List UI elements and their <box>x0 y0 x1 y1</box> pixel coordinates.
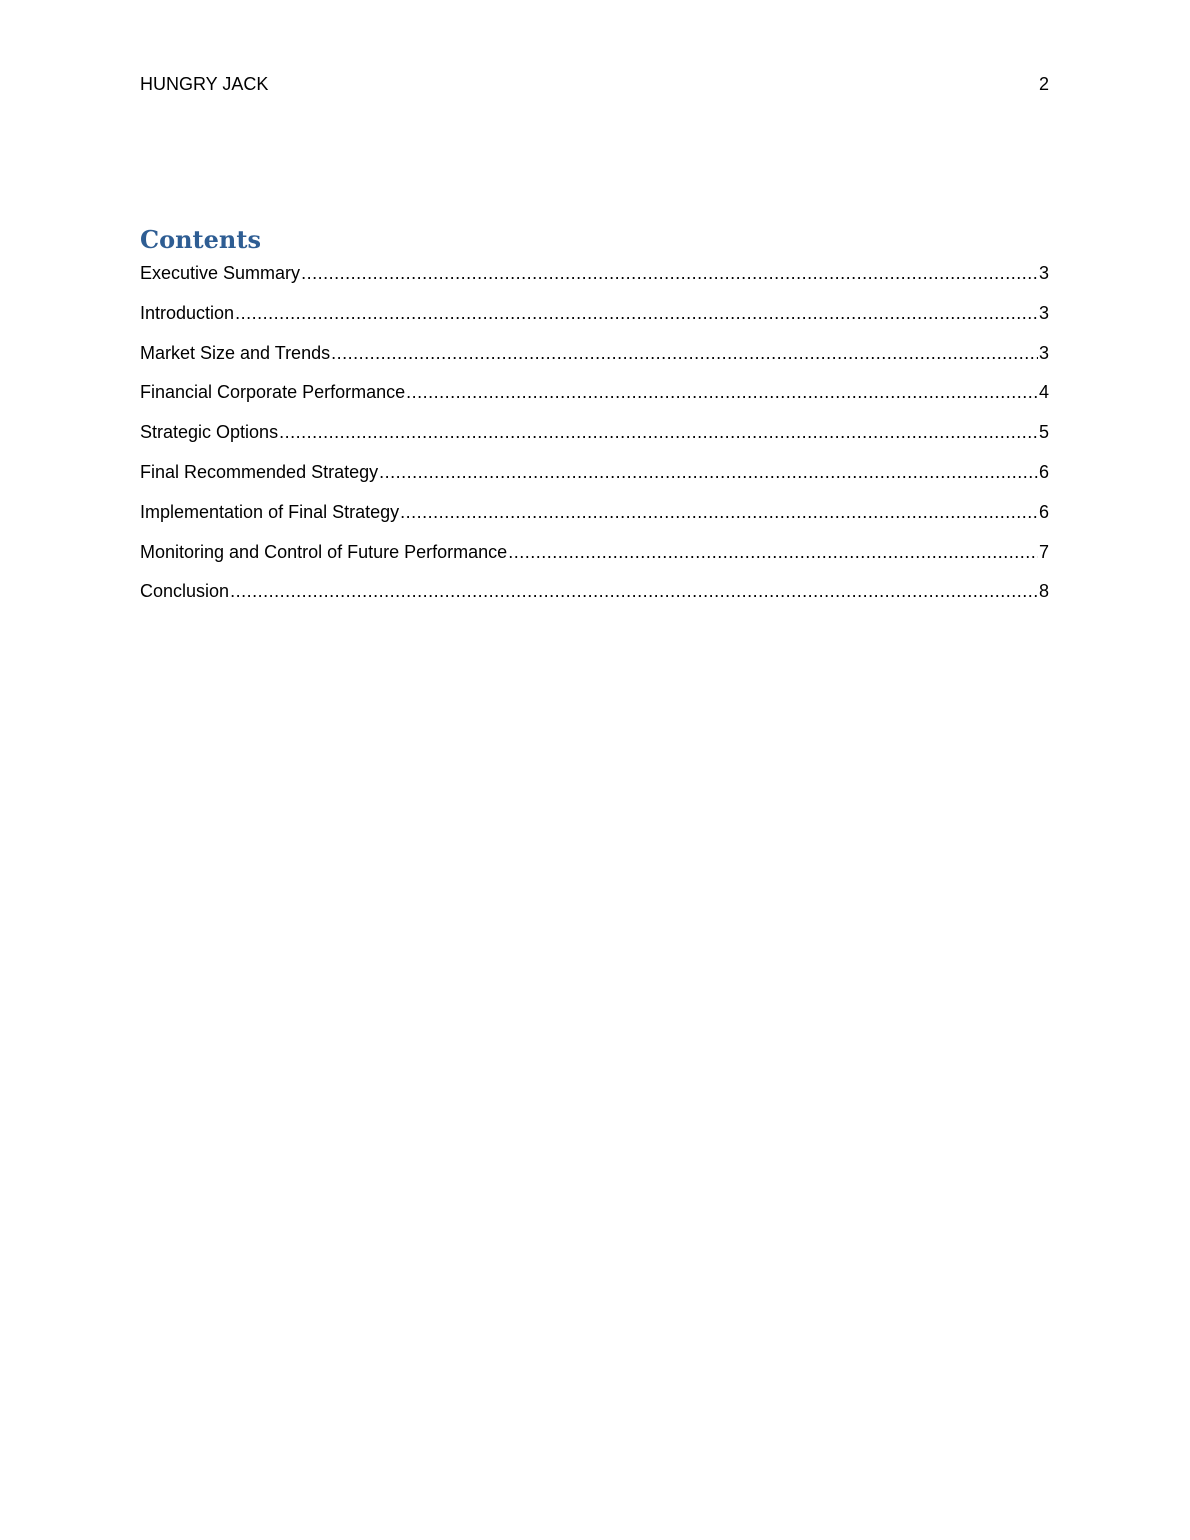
dot-leader <box>378 457 1038 487</box>
toc-entry-market-size-and-trends[interactable] <box>140 338 1049 378</box>
toc-entry-label: Executive Summary <box>140 263 301 283</box>
toc-entry-implementation-of-final-strategy[interactable] <box>140 497 1049 537</box>
page-header <box>140 72 1050 96</box>
toc-entry-label: Monitoring and Control of Future Performance <box>140 541 508 562</box>
toc-entry-label: Financial Corporate Performance <box>140 382 406 403</box>
toc-entry-page: 3 <box>1038 342 1049 363</box>
toc-entry-page: 6 <box>1038 501 1049 522</box>
dot-leader <box>278 417 1038 447</box>
toc-entry-page: 7 <box>1038 541 1049 562</box>
toc-entry-strategic-options[interactable] <box>140 417 1049 457</box>
dot-leader <box>507 537 1038 567</box>
toc-entry-executive-summary[interactable] <box>140 258 1049 298</box>
toc-heading: Contents <box>140 225 261 254</box>
toc-entry-page: 6 <box>1038 461 1049 482</box>
toc-list <box>140 258 1049 616</box>
table-of-contents <box>140 222 1049 616</box>
toc-entry-monitoring-and-control[interactable] <box>140 537 1049 577</box>
dot-leader <box>234 298 1038 328</box>
toc-entry-page: 5 <box>1038 422 1049 443</box>
toc-entry-page: 3 <box>1038 263 1049 283</box>
toc-entry-conclusion[interactable] <box>140 576 1049 616</box>
toc-entry-label: Market Size and Trends <box>140 342 331 363</box>
dot-leader <box>405 377 1038 407</box>
toc-entry-final-recommended-strategy[interactable] <box>140 457 1049 497</box>
toc-entry-introduction[interactable] <box>140 298 1049 338</box>
page-number: 2 <box>1038 74 1049 94</box>
dot-leader <box>300 258 1038 288</box>
toc-entry-financial-corporate-performance[interactable] <box>140 377 1049 417</box>
toc-entry-label: Introduction <box>140 302 235 323</box>
running-title: HUNGRY JACK <box>140 74 269 94</box>
dot-leader <box>330 338 1038 368</box>
toc-entry-label: Implementation of Final Strategy <box>140 501 400 522</box>
toc-entry-page: 8 <box>1038 581 1049 602</box>
toc-entry-label: Strategic Options <box>140 422 279 443</box>
dot-leader <box>229 576 1038 606</box>
toc-entry-label: Final Recommended Strategy <box>140 461 379 482</box>
dot-leader <box>399 497 1038 527</box>
toc-entry-page: 3 <box>1038 302 1049 323</box>
toc-entry-label: Conclusion <box>140 581 230 602</box>
toc-entry-page: 4 <box>1038 382 1049 403</box>
